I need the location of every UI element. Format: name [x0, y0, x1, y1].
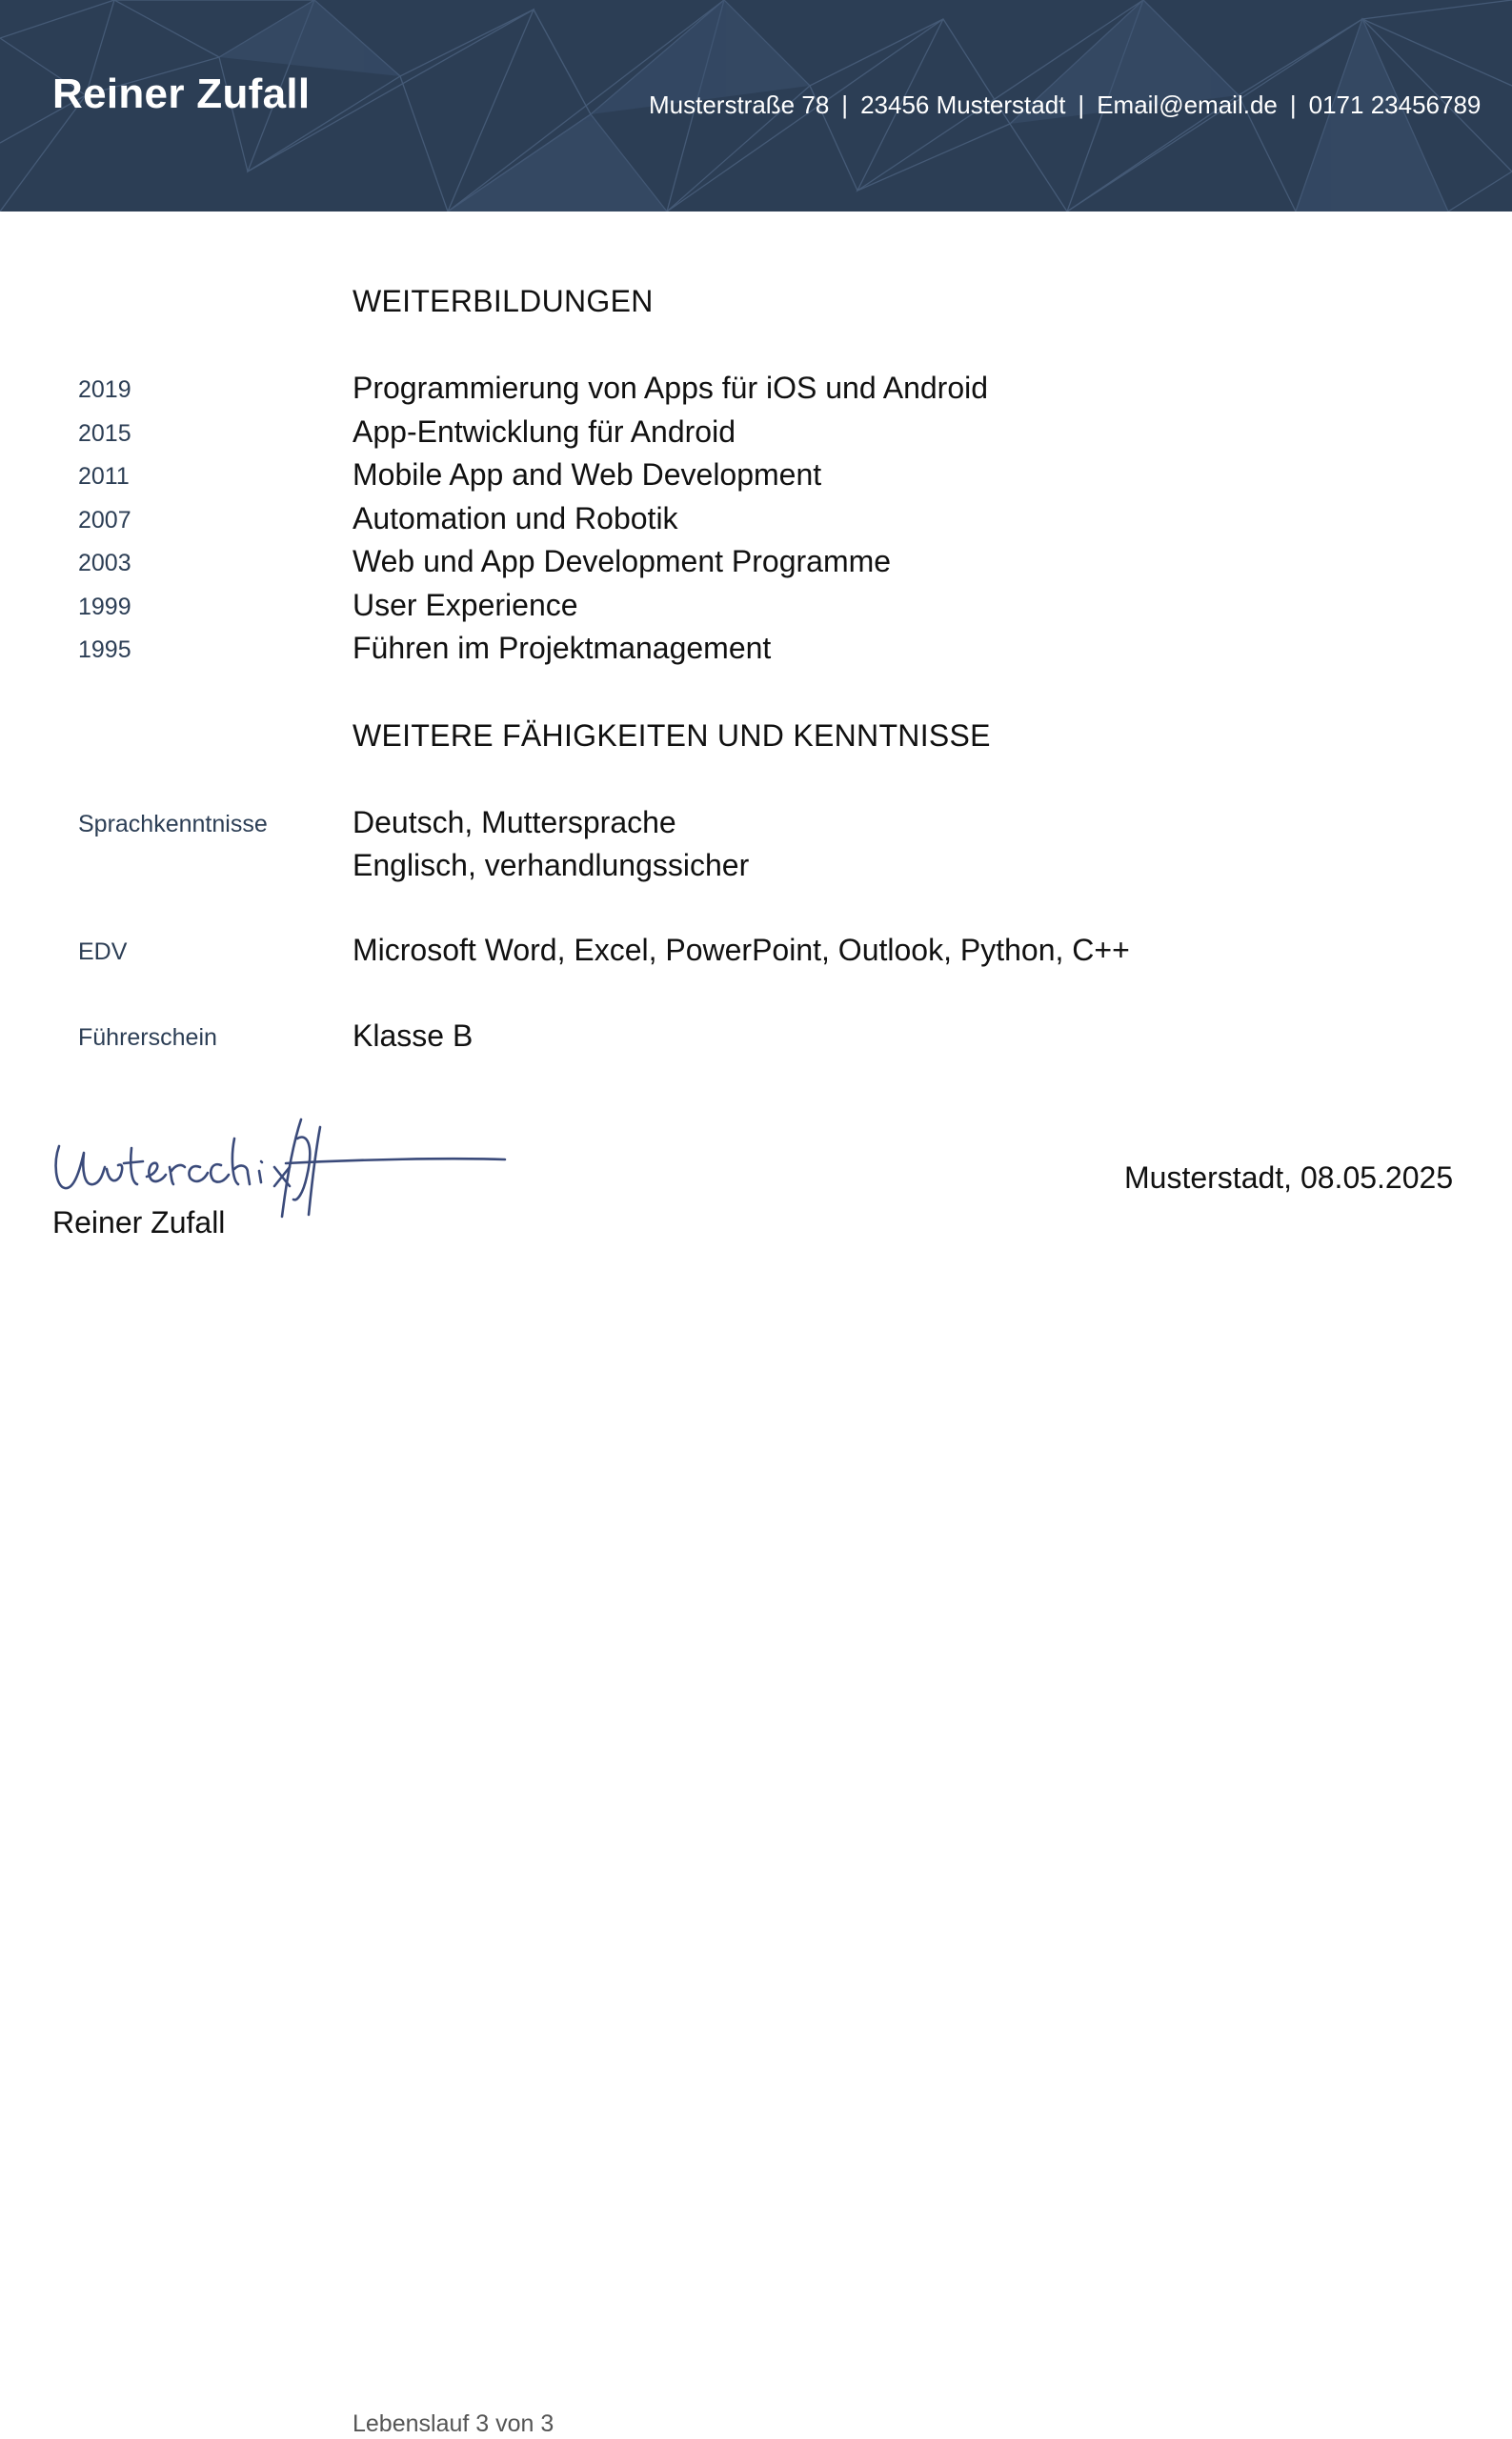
contact-line	[649, 91, 1506, 120]
license-label: Führerschein	[78, 1024, 217, 1051]
header-banner	[0, 0, 1512, 212]
training-title: App-Entwicklung für Android	[353, 414, 736, 449]
signature-name: Reiner Zufall	[52, 1205, 226, 1240]
training-year: 2011	[78, 463, 130, 490]
contact-email[interactable]: Email@email.de	[1097, 91, 1278, 119]
contact-separator: |	[1078, 91, 1085, 119]
training-title: Führen im Projektmanagement	[353, 631, 772, 665]
contact-phone[interactable]: 0171 23456789	[1308, 91, 1482, 119]
training-year: 1995	[78, 636, 131, 663]
training-year: 2007	[78, 507, 131, 534]
languages-label: Sprachkenntnisse	[78, 811, 268, 837]
training-title: Mobile App and Web Development	[353, 457, 822, 492]
training-year: 2003	[78, 550, 131, 576]
contact-city: 23456 Musterstadt	[860, 91, 1066, 119]
license-value: Klasse B	[353, 1018, 474, 1053]
page-footer: Lebenslauf 3 von 3	[353, 2410, 554, 2437]
section-title-skills: WEITERE FÄHIGKEITEN UND KENNTNISSE	[353, 718, 991, 753]
training-title: Programmierung von Apps für iOS und Android	[353, 371, 989, 405]
applicant-name: Reiner Zufall	[52, 71, 311, 117]
contact-street: Musterstraße 78	[649, 91, 830, 119]
training-year: 1999	[78, 594, 131, 620]
edv-label: EDV	[78, 938, 128, 965]
training-title: Web und App Development Programme	[353, 544, 892, 578]
training-title: User Experience	[353, 588, 578, 622]
place-date: Musterstadt, 08.05.2025	[1124, 1160, 1454, 1195]
section-title-weiterbildungen: WEITERBILDUNGEN	[353, 284, 654, 318]
language-german: Deutsch, Muttersprache	[353, 805, 676, 839]
training-title: Automation und Robotik	[353, 501, 678, 535]
contact-separator: |	[841, 91, 849, 119]
contact-separator: |	[1289, 91, 1297, 119]
edv-value: Microsoft Word, Excel, PowerPoint, Outlook, Python, C++	[353, 933, 1130, 967]
training-year: 2015	[78, 420, 131, 447]
language-english: Englisch, verhandlungssicher	[353, 848, 750, 882]
training-year: 2019	[78, 376, 131, 403]
